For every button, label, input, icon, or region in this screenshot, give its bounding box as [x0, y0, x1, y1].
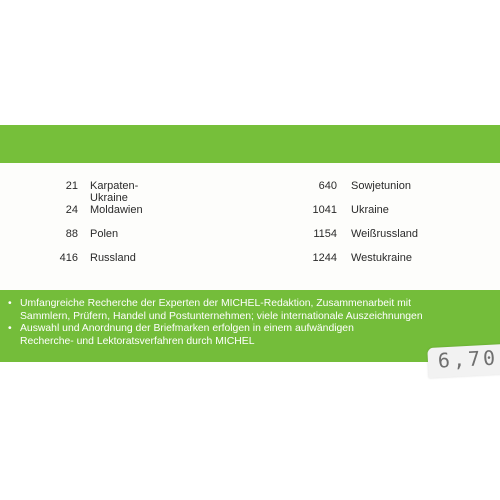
feature-text-line: Auswahl und Anordnung der Briefmarken erfolgen in einem aufwändigen — [20, 323, 354, 334]
page-number: 640 — [318, 180, 337, 192]
page-number: 88 — [65, 228, 78, 240]
bullet-marker: • — [8, 323, 12, 334]
country-name: Sowjetunion — [351, 180, 411, 192]
country-name: Polen — [90, 228, 119, 240]
page-number: 21 — [65, 180, 78, 192]
country-name: Weißrussland — [351, 228, 419, 240]
country-name: Karpaten-Ukraine — [90, 180, 139, 204]
page-number: 416 — [59, 252, 78, 264]
page-number: 24 — [65, 204, 78, 216]
bottom-blank-area — [0, 362, 500, 500]
country-name: Russland — [90, 252, 136, 264]
bullet-marker: • — [8, 298, 12, 309]
feature-text-line: Sammlern, Prüfern, Handel und Postunternehmen; viele internationale Auszeichnungen — [20, 310, 423, 322]
country-name: Westukraine — [351, 252, 412, 264]
country-name: Ukraine — [351, 204, 389, 216]
top-blank-area — [0, 0, 500, 125]
page-number: 1244 — [312, 252, 337, 264]
feature-bullet-item — [6, 323, 496, 348]
page-number: 1041 — [312, 204, 337, 216]
price-text: 6,70 — [437, 345, 499, 373]
feature-text-line: Umfangreiche Recherche der Experten der MICHEL-Redaktion, Zusammenarbeit mit — [20, 298, 411, 309]
price-sticker — [427, 344, 500, 378]
green-band-top — [0, 125, 500, 163]
feature-bullet-item — [6, 298, 496, 323]
feature-bullet-list — [6, 298, 496, 348]
country-name: Moldawien — [90, 204, 143, 216]
feature-text-line: Recherche- und Lektoratsverfahren durch MICHEL — [20, 335, 255, 347]
page-number: 1154 — [313, 228, 337, 240]
